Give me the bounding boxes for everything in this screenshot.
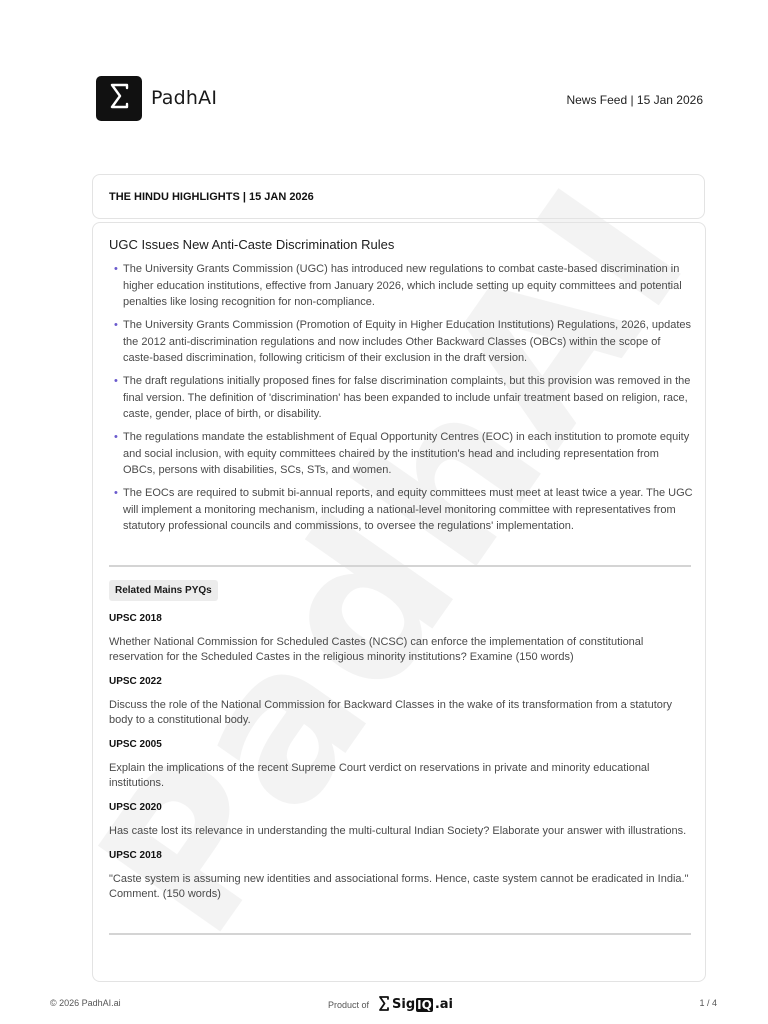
divider [109,565,691,567]
article-bullets [107,261,693,541]
header [96,76,703,122]
pyq-year: UPSC 2018 [109,613,162,624]
product-of [328,995,453,1014]
bullet-dot: • [114,487,118,499]
bullet-item: • The EOCs are required to submit bi-annual reports, and equity committees must meet at least twice a year. The UGC will implement a monitoring mechanism, including a national-level monitoring committee with representatives from statutory professional councils and commissions, to oversee the regulations' implementation. [114,487,693,532]
page-number: 1 / 4 [699,998,717,1008]
highlights-title: THE HINDU HIGHLIGHTS | 15 JAN 2026 [109,191,314,203]
pyq-item [109,850,689,902]
bullet-dot: • [114,263,118,275]
pyq-question: "Caste system is assuming new identities and associational forms. Hence, caste system cannot be eradicated in India." Comment. (150 words) [109,873,689,900]
related-pyqs-tag: Related Mains PYQs [109,580,218,601]
divider [109,933,691,935]
bullet-item: • The University Grants Commission (Promotion of Equity in Higher Education Institutions) Regulations, 2026, updates the 2012 anti-discrimination regulations and now includes Other Backward Classes (OBCs) within the scope of caste-based discrimination, following criticism of their exclusion in the draft version. [114,319,691,364]
sigma-icon [106,81,132,116]
pyq-year: UPSC 2020 [109,802,162,813]
pyq-question: Whether National Commission for Scheduled Castes (NCSC) can enforce the implementation of constitutional reservation for the Scheduled Castes in the religious minority institutions? Examine (150 words) [109,636,644,663]
pyq-year: UPSC 2005 [109,739,162,750]
highlights-card [92,174,705,219]
logo [96,76,142,121]
pyq-year: UPSC 2018 [109,850,162,861]
pyq-item [109,676,689,728]
pyq-question: Has caste lost its relevance in understanding the multi-cultural Indian Society? Elaborate your answer with illustrations. [109,825,687,837]
pyq-item [109,802,689,839]
sigiq-brand: Sig [392,997,416,1012]
bullet-item: • The regulations mandate the establishment of Equal Opportunity Centres (EOC) in each institution to promote equity and social inclusion, with equity committees chaired by the institution's head and including representation from OBCs, persons with disabilities, SCs, STs, and women. [114,431,690,476]
article-title: UGC Issues New Anti-Caste Discrimination Rules [109,237,395,252]
pyq-year: UPSC 2022 [109,676,162,687]
pyq-item [109,739,689,791]
bullet-dot: • [114,431,118,443]
bullet-item: • The University Grants Commission (UGC) has introduced new regulations to combat caste-based discrimination in higher education institutions, effective from January 2026, which include setting up equity committees and potential penalties like losing recognition for non-compliance. [114,263,682,308]
bullet-dot: • [114,319,118,331]
article-card [92,222,706,982]
sigiq-suffix: .ai [434,997,453,1012]
brand-name: PadhAI [151,87,218,109]
bullet-dot: • [114,375,118,387]
bullet-item: • The draft regulations initially proposed fines for false discrimination complaints, but this provision was removed in the final version. The definition of 'discrimination' has been expanded to include unfair treatment based on religion, race, caste, gender, place of birth, or disability. [114,375,691,420]
product-label: Product of [328,999,370,1010]
sigiq-logo-icon [377,995,391,1014]
copyright: © 2026 PadhAI.ai [50,998,121,1008]
pyq-list [109,613,689,913]
news-feed-date: News Feed | 15 Jan 2026 [566,93,703,107]
footer [50,995,717,1015]
sigiq-badge: IQ [417,997,432,1012]
pyq-question: Explain the implications of the recent Supreme Court verdict on reservations in private and minority educational institutions. [109,762,650,789]
pyq-question: Discuss the role of the National Commission for Backward Classes in the wake of its transformation from a statutory body to a constitutional body. [109,699,673,726]
pyq-item [109,613,689,665]
